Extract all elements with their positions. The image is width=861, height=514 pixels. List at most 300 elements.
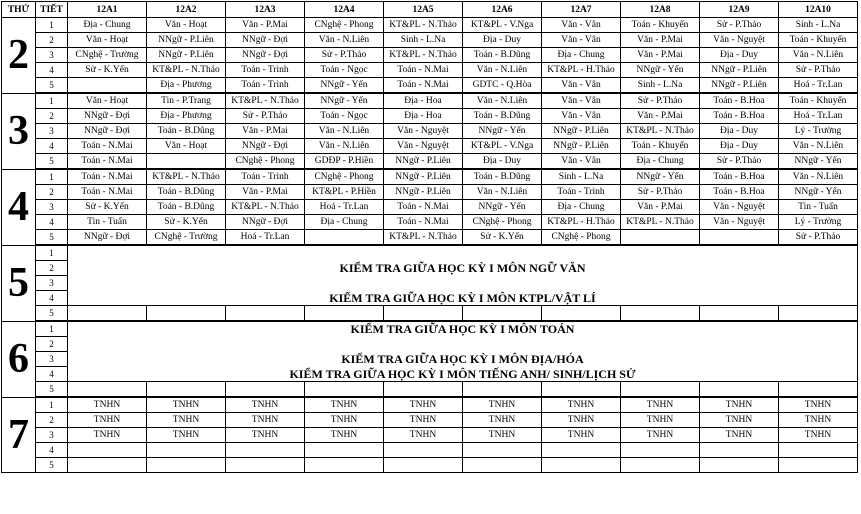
lesson-cell: [147, 458, 226, 473]
lesson-cell: Địa - Chung: [305, 215, 384, 230]
lesson-cell: Văn - N.Liên: [779, 139, 858, 154]
lesson-cell: [779, 458, 858, 473]
lesson-cell: [305, 458, 384, 473]
period-number: 3: [36, 200, 68, 215]
lesson-cell: [542, 458, 621, 473]
period-row: [2, 63, 858, 78]
empty-cell: [147, 382, 226, 398]
lesson-cell: Sử - P.Thảo: [621, 185, 700, 200]
lesson-cell: Toán - N.Mai: [384, 215, 463, 230]
lesson-cell: Toán - N.Mai: [68, 169, 147, 185]
period-number: 5: [36, 382, 68, 398]
lesson-cell: Tin - Tuấn: [68, 215, 147, 230]
day-number: 5: [2, 245, 36, 321]
period-row: [2, 276, 858, 291]
lesson-cell: Văn - Vân: [542, 18, 621, 33]
lesson-cell: Văn - Nguyệt: [384, 124, 463, 139]
lesson-cell: NNgữ - Yến: [621, 169, 700, 185]
lesson-cell: TNHN: [68, 413, 147, 428]
lesson-cell: Sử - P.Thảo: [700, 18, 779, 33]
lesson-cell: NNgữ - P.Liên: [384, 154, 463, 170]
lesson-cell: [68, 443, 147, 458]
lesson-cell: Sử - K.Yến: [68, 63, 147, 78]
period-number: 5: [36, 78, 68, 94]
class-header: 12A7: [542, 2, 621, 18]
lesson-cell: Văn - N.Liên: [305, 124, 384, 139]
period-number: 1: [36, 397, 68, 413]
lesson-cell: KT&PL - H.Thảo: [542, 63, 621, 78]
day-number: 4: [2, 169, 36, 245]
lesson-cell: TNHN: [779, 428, 858, 443]
exam-spacer: [68, 245, 858, 261]
lesson-cell: [147, 443, 226, 458]
period-number: 2: [36, 185, 68, 200]
lesson-cell: [463, 443, 542, 458]
lesson-cell: Sinh - L.Na: [621, 78, 700, 94]
empty-cell: [542, 306, 621, 322]
period-row: [2, 428, 858, 443]
lesson-cell: Văn - Vân: [542, 93, 621, 109]
lesson-cell: TNHN: [542, 397, 621, 413]
lesson-cell: Toán - N.Mai: [384, 78, 463, 94]
lesson-cell: [305, 230, 384, 246]
lesson-cell: Văn - Vân: [542, 78, 621, 94]
lesson-cell: Văn - Nguyệt: [700, 200, 779, 215]
lesson-cell: TNHN: [621, 397, 700, 413]
period-row: [2, 382, 858, 398]
lesson-cell: TNHN: [384, 397, 463, 413]
lesson-cell: Địa - Duy: [463, 154, 542, 170]
lesson-cell: Toán - B.Dũng: [147, 185, 226, 200]
lesson-cell: Toán - Ngọc: [305, 63, 384, 78]
lesson-cell: Sử - P.Thảo: [621, 93, 700, 109]
period-row: [2, 337, 858, 352]
lesson-cell: Văn - Hoạt: [147, 18, 226, 33]
lesson-cell: TNHN: [305, 397, 384, 413]
exam-spacer: [68, 276, 858, 291]
lesson-cell: [621, 458, 700, 473]
lesson-cell: TNHN: [779, 413, 858, 428]
lesson-cell: Văn - P.Mai: [226, 124, 305, 139]
lesson-cell: TNHN: [68, 428, 147, 443]
period-header: TIẾT: [36, 2, 68, 18]
lesson-cell: NNgữ - P.Liên: [542, 139, 621, 154]
lesson-cell: Toán - Trình: [542, 185, 621, 200]
lesson-cell: KT&PL - V.Nga: [463, 139, 542, 154]
lesson-cell: Địa - Duy: [700, 48, 779, 63]
period-number: 5: [36, 306, 68, 322]
period-number: 3: [36, 276, 68, 291]
lesson-cell: TNHN: [621, 428, 700, 443]
period-number: 4: [36, 367, 68, 382]
empty-cell: [621, 382, 700, 398]
lesson-cell: [700, 458, 779, 473]
lesson-cell: KT&PL - N.Thảo: [384, 230, 463, 246]
empty-cell: [700, 382, 779, 398]
period-number: 2: [36, 33, 68, 48]
lesson-cell: NNgữ - Đợi: [226, 33, 305, 48]
lesson-cell: Toán - N.Mai: [68, 154, 147, 170]
period-row: [2, 154, 858, 170]
lesson-cell: NNgữ - P.Liên: [147, 33, 226, 48]
empty-cell: [779, 382, 858, 398]
class-header: 12A10: [779, 2, 858, 18]
period-row: [2, 124, 858, 139]
lesson-cell: Văn - P.Mai: [621, 109, 700, 124]
lesson-cell: Toán - N.Mai: [384, 63, 463, 78]
exam-notice: KIỂM TRA GIỮA HỌC KỲ I MÔN TOÁN: [68, 321, 858, 337]
timetable-body: [2, 18, 858, 473]
period-row: [2, 93, 858, 109]
lesson-cell: Sinh - L.Na: [542, 169, 621, 185]
lesson-cell: KT&PL - N.Thảo: [226, 200, 305, 215]
lesson-cell: Văn - Hoạt: [68, 33, 147, 48]
period-number: 1: [36, 169, 68, 185]
header-row: [2, 2, 858, 18]
lesson-cell: Toán - B.Dũng: [463, 109, 542, 124]
period-number: 4: [36, 215, 68, 230]
lesson-cell: [621, 230, 700, 246]
lesson-cell: Văn - Hoạt: [147, 139, 226, 154]
lesson-cell: [68, 78, 147, 94]
lesson-cell: Địa - Chung: [542, 48, 621, 63]
lesson-cell: Địa - Hoa: [384, 109, 463, 124]
lesson-cell: GDTC - Q.Hòa: [463, 78, 542, 94]
lesson-cell: Địa - Duy: [463, 33, 542, 48]
lesson-cell: [384, 443, 463, 458]
day-number: 3: [2, 93, 36, 169]
lesson-cell: NNgữ - Yến: [305, 78, 384, 94]
lesson-cell: Toán - Khuyến: [779, 33, 858, 48]
lesson-cell: KT&PL - H.Thảo: [542, 215, 621, 230]
lesson-cell: Địa - Chung: [68, 18, 147, 33]
lesson-cell: [463, 458, 542, 473]
lesson-cell: NNgữ - P.Liên: [542, 124, 621, 139]
empty-cell: [68, 306, 147, 322]
period-number: 1: [36, 321, 68, 337]
period-row: [2, 306, 858, 322]
lesson-cell: Sử - P.Thảo: [226, 109, 305, 124]
class-header: 12A4: [305, 2, 384, 18]
lesson-cell: Toán - B.Dũng: [463, 48, 542, 63]
lesson-cell: Văn - Vân: [542, 154, 621, 170]
empty-cell: [305, 382, 384, 398]
lesson-cell: Địa - Chung: [621, 154, 700, 170]
period-number: 3: [36, 428, 68, 443]
period-number: 4: [36, 291, 68, 306]
empty-cell: [68, 382, 147, 398]
period-row: [2, 48, 858, 63]
period-number: 4: [36, 139, 68, 154]
lesson-cell: GDĐP - P.Hiền: [305, 154, 384, 170]
lesson-cell: Hoá - Tr.Lan: [305, 200, 384, 215]
lesson-cell: Toán - B.Hoa: [700, 109, 779, 124]
lesson-cell: TNHN: [700, 428, 779, 443]
lesson-cell: Hoá - Tr.Lan: [779, 109, 858, 124]
lesson-cell: Văn - P.Mai: [621, 33, 700, 48]
lesson-cell: Văn - P.Mai: [621, 48, 700, 63]
lesson-cell: TNHN: [463, 413, 542, 428]
lesson-cell: Lý - Trường: [779, 215, 858, 230]
lesson-cell: NNgữ - P.Liên: [147, 48, 226, 63]
lesson-cell: Sử - P.Thảo: [779, 63, 858, 78]
lesson-cell: NNgữ - Đợi: [226, 139, 305, 154]
lesson-cell: Toán - Khuyến: [621, 18, 700, 33]
lesson-cell: Tin - P.Trang: [147, 93, 226, 109]
lesson-cell: Sinh - L.Na: [384, 33, 463, 48]
lesson-cell: Toán - Khuyến: [779, 93, 858, 109]
lesson-cell: Toán - Khuyến: [621, 139, 700, 154]
lesson-cell: Địa - Phương: [147, 109, 226, 124]
lesson-cell: NNgữ - Yến: [621, 63, 700, 78]
period-number: 5: [36, 458, 68, 473]
period-row: [2, 367, 858, 382]
lesson-cell: KT&PL - N.Thảo: [384, 48, 463, 63]
period-row: [2, 185, 858, 200]
lesson-cell: [305, 443, 384, 458]
day-number: 6: [2, 321, 36, 397]
period-row: [2, 18, 858, 33]
lesson-cell: KT&PL - N.Thảo: [384, 18, 463, 33]
exam-notice: KIỂM TRA GIỮA HỌC KỲ I MÔN NGỮ VĂN: [68, 261, 858, 276]
lesson-cell: TNHN: [226, 428, 305, 443]
period-number: 4: [36, 63, 68, 78]
lesson-cell: TNHN: [305, 413, 384, 428]
lesson-cell: TNHN: [463, 428, 542, 443]
lesson-cell: Địa - Phương: [147, 78, 226, 94]
lesson-cell: Văn - N.Liên: [463, 93, 542, 109]
empty-cell: [621, 306, 700, 322]
lesson-cell: Lý - Trường: [779, 124, 858, 139]
lesson-cell: Văn - Nguyệt: [384, 139, 463, 154]
lesson-cell: [700, 443, 779, 458]
lesson-cell: Toán - B.Hoa: [700, 93, 779, 109]
period-row: [2, 458, 858, 473]
period-row: [2, 397, 858, 413]
lesson-cell: NNgữ - Đợi: [226, 48, 305, 63]
period-number: 3: [36, 352, 68, 367]
empty-cell: [542, 382, 621, 398]
exam-spacer: [68, 337, 858, 352]
lesson-cell: [621, 443, 700, 458]
empty-cell: [700, 306, 779, 322]
lesson-cell: Văn - N.Liên: [779, 48, 858, 63]
lesson-cell: Văn - N.Liên: [463, 185, 542, 200]
lesson-cell: Sử - K.Yến: [68, 200, 147, 215]
lesson-cell: TNHN: [700, 413, 779, 428]
lesson-cell: Văn - P.Mai: [226, 185, 305, 200]
period-row: [2, 109, 858, 124]
empty-cell: [384, 306, 463, 322]
lesson-cell: Toán - Trình: [226, 169, 305, 185]
period-row: [2, 352, 858, 367]
period-number: 2: [36, 413, 68, 428]
lesson-cell: [384, 458, 463, 473]
lesson-cell: NNgữ - Đợi: [226, 215, 305, 230]
lesson-cell: KT&PL - N.Thảo: [147, 169, 226, 185]
lesson-cell: Sử - K.Yến: [463, 230, 542, 246]
period-row: [2, 413, 858, 428]
lesson-cell: TNHN: [147, 397, 226, 413]
lesson-cell: NNgữ - Yến: [463, 124, 542, 139]
period-row: [2, 139, 858, 154]
lesson-cell: TNHN: [384, 428, 463, 443]
lesson-cell: Văn - Nguyệt: [700, 215, 779, 230]
lesson-cell: Toán - Ngọc: [305, 109, 384, 124]
lesson-cell: KT&PL - V.Nga: [463, 18, 542, 33]
period-number: 4: [36, 443, 68, 458]
lesson-cell: KT&PL - N.Thảo: [621, 124, 700, 139]
period-number: 5: [36, 230, 68, 246]
period-row: [2, 215, 858, 230]
lesson-cell: Toán - B.Dũng: [147, 200, 226, 215]
lesson-cell: TNHN: [542, 428, 621, 443]
lesson-cell: KT&PL - N.Thảo: [621, 215, 700, 230]
class-header: 12A3: [226, 2, 305, 18]
period-number: 3: [36, 48, 68, 63]
period-row: [2, 321, 858, 337]
lesson-cell: NNgữ - P.Liên: [700, 78, 779, 94]
lesson-cell: TNHN: [305, 428, 384, 443]
lesson-cell: [226, 443, 305, 458]
lesson-cell: Toán - N.Mai: [68, 139, 147, 154]
lesson-cell: KT&PL - N.Thảo: [147, 63, 226, 78]
lesson-cell: Sử - P.Thảo: [305, 48, 384, 63]
period-number: 5: [36, 154, 68, 170]
period-row: [2, 443, 858, 458]
empty-cell: [226, 382, 305, 398]
period-number: 1: [36, 245, 68, 261]
empty-cell: [305, 306, 384, 322]
period-number: 3: [36, 124, 68, 139]
lesson-cell: Văn - N.Liên: [779, 169, 858, 185]
day-header: THỨ: [2, 2, 36, 18]
lesson-cell: NNgữ - P.Liên: [384, 169, 463, 185]
period-number: 2: [36, 261, 68, 276]
class-header: 12A9: [700, 2, 779, 18]
lesson-cell: Hoá - Tr.Lan: [779, 78, 858, 94]
lesson-cell: Văn - Hoạt: [68, 93, 147, 109]
lesson-cell: TNHN: [463, 397, 542, 413]
lesson-cell: Sử - P.Thảo: [700, 154, 779, 170]
lesson-cell: KT&PL - N.Thảo: [226, 93, 305, 109]
lesson-cell: Sinh - L.Na: [779, 18, 858, 33]
period-row: [2, 78, 858, 94]
lesson-cell: Toán - B.Dũng: [147, 124, 226, 139]
lesson-cell: KT&PL - P.Hiền: [305, 185, 384, 200]
day-number: 2: [2, 18, 36, 94]
period-row: [2, 291, 858, 306]
lesson-cell: TNHN: [384, 413, 463, 428]
lesson-cell: TNHN: [779, 397, 858, 413]
lesson-cell: TNHN: [226, 397, 305, 413]
empty-cell: [147, 306, 226, 322]
empty-cell: [463, 382, 542, 398]
empty-cell: [463, 306, 542, 322]
lesson-cell: Văn - N.Liên: [463, 63, 542, 78]
lesson-cell: NNgữ - P.Liên: [384, 185, 463, 200]
lesson-cell: Văn - N.Liên: [305, 33, 384, 48]
lesson-cell: NNgữ - Đợi: [68, 230, 147, 246]
class-header: 12A1: [68, 2, 147, 18]
lesson-cell: CNghệ - Trường: [68, 48, 147, 63]
lesson-cell: Toán - Trình: [226, 63, 305, 78]
lesson-cell: Tin - Tuấn: [779, 200, 858, 215]
lesson-cell: Sử - K.Yến: [147, 215, 226, 230]
empty-cell: [226, 306, 305, 322]
lesson-cell: NNgữ - Yến: [779, 154, 858, 170]
lesson-cell: Địa - Duy: [700, 124, 779, 139]
lesson-cell: CNghệ - Phong: [226, 154, 305, 170]
exam-notice: KIỂM TRA GIỮA HỌC KỲ I MÔN TIẾNG ANH/ SINH/LỊCH SỬ: [68, 367, 858, 382]
empty-cell: [779, 306, 858, 322]
lesson-cell: TNHN: [542, 413, 621, 428]
day-number: 7: [2, 397, 36, 473]
lesson-cell: Toán - B.Hoa: [700, 185, 779, 200]
lesson-cell: Văn - Vân: [542, 33, 621, 48]
lesson-cell: TNHN: [621, 413, 700, 428]
period-number: 2: [36, 337, 68, 352]
lesson-cell: Địa - Chung: [542, 200, 621, 215]
exam-notice: KIỂM TRA GIỮA HỌC KỲ I MÔN ĐỊA/HÓA: [68, 352, 858, 367]
lesson-cell: NNgữ - Đợi: [68, 124, 147, 139]
lesson-cell: Văn - P.Mai: [226, 18, 305, 33]
lesson-cell: Văn - N.Liên: [305, 139, 384, 154]
class-header: 12A8: [621, 2, 700, 18]
period-row: [2, 230, 858, 246]
lesson-cell: Văn - P.Mai: [621, 200, 700, 215]
period-number: 1: [36, 93, 68, 109]
lesson-cell: [542, 443, 621, 458]
lesson-cell: NNgữ - Yến: [463, 200, 542, 215]
class-header: 12A5: [384, 2, 463, 18]
lesson-cell: Sử - P.Thảo: [779, 230, 858, 246]
period-row: [2, 200, 858, 215]
lesson-cell: TNHN: [226, 413, 305, 428]
class-header: 12A2: [147, 2, 226, 18]
lesson-cell: TNHN: [147, 413, 226, 428]
class-header: 12A6: [463, 2, 542, 18]
exam-notice: KIỂM TRA GIỮA HỌC KỲ I MÔN KTPL/VẬT LÍ: [68, 291, 858, 306]
lesson-cell: NNgữ - Đợi: [68, 109, 147, 124]
lesson-cell: CNghệ - Phong: [463, 215, 542, 230]
period-row: [2, 33, 858, 48]
lesson-cell: NNgữ - Yến: [305, 93, 384, 109]
period-row: [2, 169, 858, 185]
lesson-cell: CNghệ - Phong: [305, 18, 384, 33]
lesson-cell: [779, 443, 858, 458]
lesson-cell: Toán - B.Hoa: [700, 169, 779, 185]
lesson-cell: TNHN: [700, 397, 779, 413]
lesson-cell: Toán - B.Dũng: [463, 169, 542, 185]
period-number: 2: [36, 109, 68, 124]
period-row: [2, 245, 858, 261]
lesson-cell: Địa - Hoa: [384, 93, 463, 109]
lesson-cell: TNHN: [68, 397, 147, 413]
period-number: 1: [36, 18, 68, 33]
lesson-cell: Toán - N.Mai: [68, 185, 147, 200]
lesson-cell: CNghệ - Phong: [542, 230, 621, 246]
timetable: [1, 1, 858, 473]
period-row: [2, 261, 858, 276]
lesson-cell: [226, 458, 305, 473]
lesson-cell: CNghệ - Trường: [147, 230, 226, 246]
lesson-cell: [147, 154, 226, 170]
lesson-cell: Toán - Trình: [226, 78, 305, 94]
lesson-cell: Toán - N.Mai: [384, 200, 463, 215]
lesson-cell: Văn - Nguyệt: [700, 33, 779, 48]
lesson-cell: Địa - Duy: [700, 139, 779, 154]
